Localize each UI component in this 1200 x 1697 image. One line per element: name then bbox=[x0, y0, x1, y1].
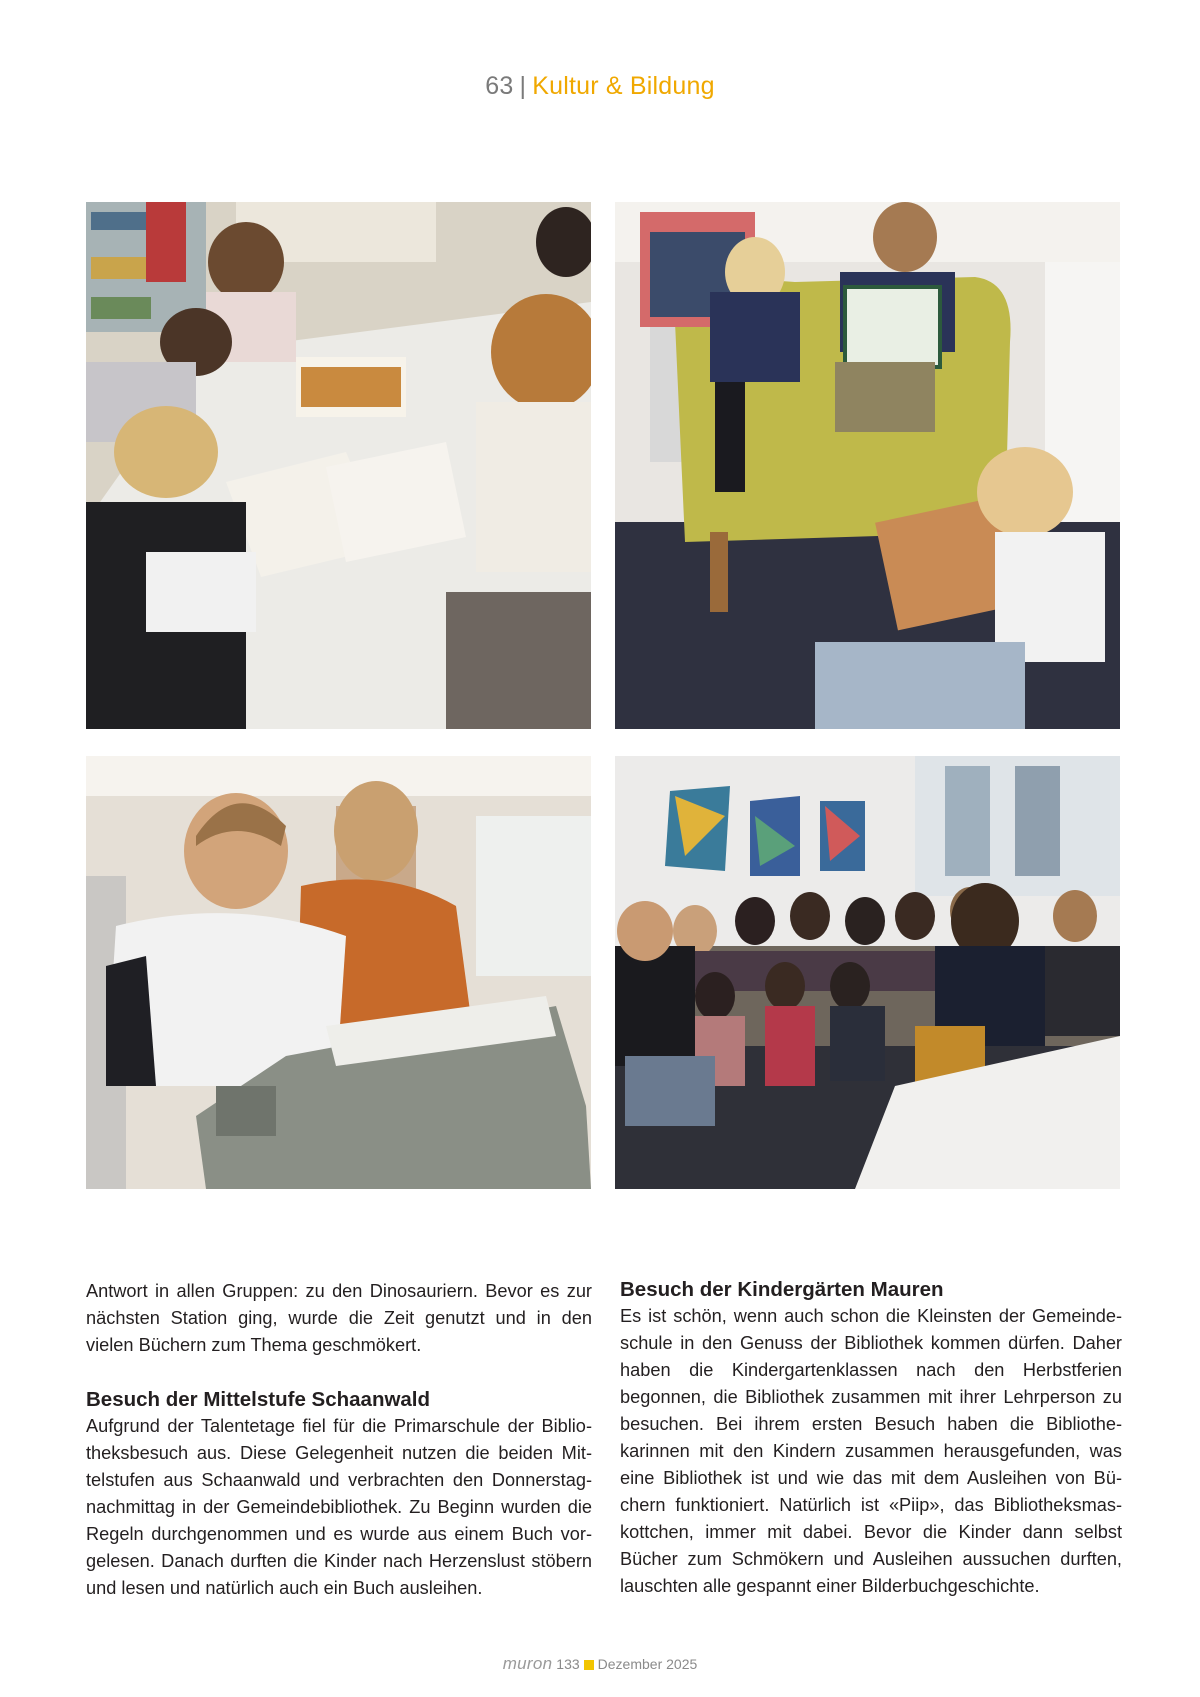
left-body-paragraph: Aufgrund der Talentetage fiel für die Primarschule der Bibliotheksbesuch aus. Diese Gelegenheit nutzen die beiden Mittelstufen aus Schaanwald und verbrachten den Donnerstagnachmittag in der Gemeindebibliothek. Zu Beginn wurden die Regeln durchgenommen und es wurde aus einem Buch vorgelesen. Danach durften die Kinder nach Herzenslust stöbern und lesen und natürlich auch ein Buch ausleihen. bbox=[86, 1416, 592, 1598]
page-footer bbox=[0, 1654, 1200, 1674]
photo-reading-armchair bbox=[615, 202, 1120, 729]
left-column bbox=[86, 1278, 592, 1602]
heading-mittelstufe-schaanwald: Besuch der Mittelstufe Schaanwald bbox=[86, 1388, 431, 1411]
issue-date: Dezember 2025 bbox=[597, 1656, 698, 1672]
page-number: 63 bbox=[485, 72, 514, 100]
photo-typewriter bbox=[86, 756, 591, 1189]
photo-calligraphy-table bbox=[86, 202, 591, 729]
header-separator: | bbox=[519, 72, 527, 100]
photo-group-sitting bbox=[615, 756, 1120, 1189]
section-title: Kultur & Bildung bbox=[532, 72, 715, 100]
heading-kindergaerten-mauren: Besuch der Kindergärten Mauren bbox=[620, 1278, 944, 1301]
page-header bbox=[0, 72, 1200, 101]
right-column bbox=[620, 1276, 1122, 1600]
magazine-brand: muron bbox=[502, 1654, 553, 1673]
issue-number: 133 bbox=[556, 1656, 580, 1672]
left-intro-paragraph: Antwort in allen Gruppen: zu den Dinosauriern. Bevor es zur nächsten Station ging, wurde die Zeit genutzt und in den vielen Büchern zum Thema geschmökert. bbox=[86, 1281, 592, 1355]
right-body-paragraph: Es ist schön, wenn auch schon die Kleinsten der Gemeindeschule in den Genuss der Bibliothek kommen dürfen. Daher haben die Kindergartenklassen nach den Herbstferien begonnen, die Bibliothek zusammen mit ihrer Lehrperson zu besuchen. Bei ihrem ersten Besuch haben die Bibliothekarinnen mit den Kindern zusammen herausgefunden, was eine Bibliothek ist und wie das mit dem Ausleihen von Büchern funktioniert. Natürlich ist «Piip», das Bibliotheksmaskottchen, immer mit dabei. Bevor die Kinder dann selbst Bücher zum Schmökern und Ausleihen aussuchen durften, lauschten alle gespannt einer Bilderbuchgeschichte. bbox=[620, 1306, 1122, 1596]
footer-square-icon bbox=[584, 1660, 594, 1670]
